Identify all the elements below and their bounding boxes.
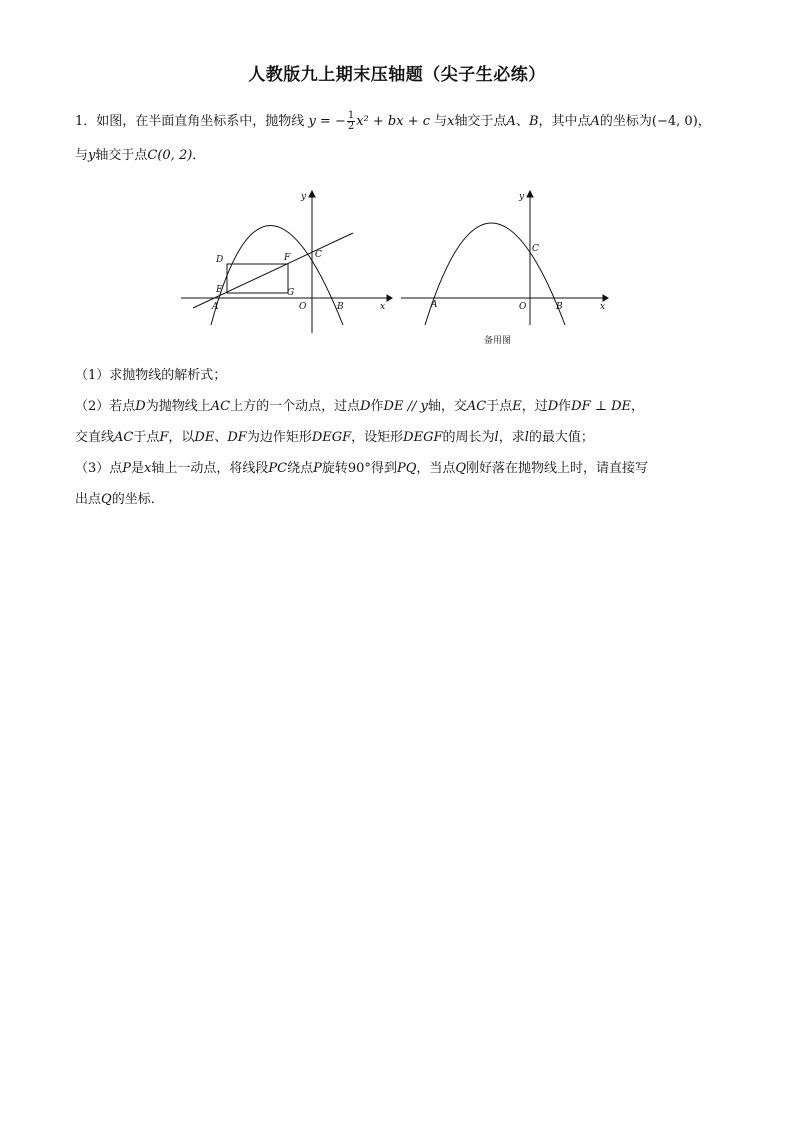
part-3-line-2: 出点Q的坐标． xyxy=(75,492,164,507)
page-title: 人教版九上期末压轴题（尖子生必练） xyxy=(248,65,546,85)
fig1-label-A: A xyxy=(212,302,219,312)
equation-rhs: x² + bx + c xyxy=(356,114,431,129)
fig2-label-x: x xyxy=(600,302,606,312)
fig1-line-AC xyxy=(193,233,353,308)
coordinate-A: (−4, 0) xyxy=(651,114,698,129)
fig1-label-G: G xyxy=(287,288,295,298)
figure-caption: 备用图 xyxy=(484,336,512,346)
fraction-half: $\frac{1}{2}$ xyxy=(347,110,355,132)
part-1: （1）求抛物线的解析式； xyxy=(75,368,227,383)
fig1-label-B: B xyxy=(337,302,344,312)
fig2-label-O: O xyxy=(519,302,527,312)
fig1-label-E: E xyxy=(216,285,223,295)
part-2-line-1: （2）若点D为抛物线上AC上方的一个动点，过点D作DE // y轴，交AC于点E，过D作DF ⊥ DE， xyxy=(75,399,645,414)
fig2-x-arrow xyxy=(603,295,608,301)
fig1-parabola xyxy=(211,226,343,326)
problem-figures xyxy=(175,185,615,345)
fig1-label-F: F xyxy=(284,253,291,263)
part-3-line-1: （3）点P是x轴上一动点，将线段PC绕点P旋转90°得到PQ，当点Q刚好落在抛物线上时，请直接写 xyxy=(75,461,649,476)
fig1-label-O: O xyxy=(299,302,307,312)
fig2-label-C: C xyxy=(532,244,539,254)
problem-line-1: 1．如图，在半面直角坐标系中，抛物线 y = − $\frac{1}{2}$ x² + bx + c 与x轴交于点A、B，其中点A的坐标为(−4, 0)， xyxy=(75,110,711,132)
fig2-label-y: y xyxy=(519,192,525,202)
part-2-line-2: 交直线AC于点F，以DE、DF为边作矩形DEGF，设矩形DEGF的周长为l，求l的最大值； xyxy=(75,430,594,445)
equation-lhs: y = − xyxy=(308,114,346,129)
fig1-x-arrow xyxy=(387,295,392,301)
problem-line-2: 与y轴交于点C(0, 2)． xyxy=(75,148,206,163)
fig1-label-D: D xyxy=(216,255,224,265)
fig2-parabola xyxy=(425,223,565,325)
fig2-label-A: A xyxy=(431,300,438,310)
fig2-label-B: B xyxy=(556,302,563,312)
fig1-label-C: C xyxy=(315,250,322,260)
fig2-y-arrow xyxy=(527,191,533,197)
fig1-label-y: y xyxy=(301,192,307,202)
fig1-y-arrow xyxy=(309,191,315,197)
coordinate-C: C(0, 2) xyxy=(147,148,193,163)
fig1-label-x: x xyxy=(380,302,386,312)
fig1-rectangle-DEGF xyxy=(227,264,288,293)
